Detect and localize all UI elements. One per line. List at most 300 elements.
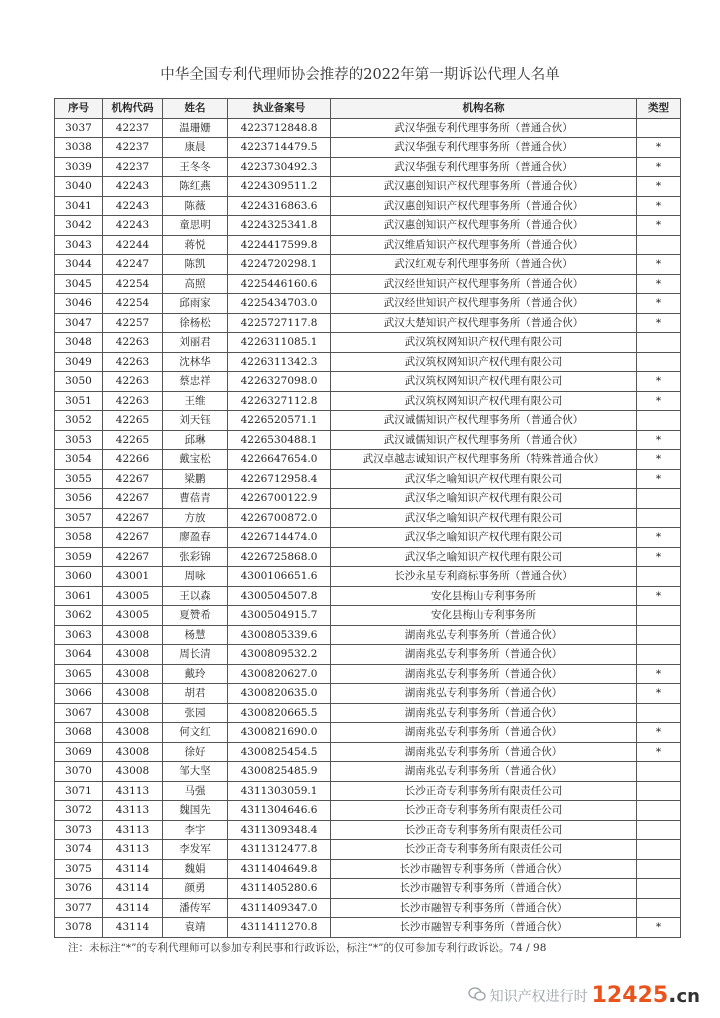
site-logo-dot: .	[668, 983, 677, 1008]
cell-agency-code: 42266	[103, 450, 163, 470]
cell-agency-name: 长沙正奇专利事务所有限责任公司	[331, 781, 637, 801]
cell-agency-code: 43113	[103, 801, 163, 821]
cell-agency-name: 湖南兆弘专利事务所（普通合伙）	[331, 625, 637, 645]
cell-agency-code: 43008	[103, 723, 163, 743]
table-row	[55, 508, 681, 528]
cell-name: 杨慧	[163, 625, 228, 645]
table-row	[55, 625, 681, 645]
cell-index: 3058	[55, 528, 103, 548]
cell-license-no: 4311303059.1	[228, 781, 331, 801]
cell-agency-code: 42263	[103, 372, 163, 392]
cell-agency-name: 武汉华强专利代理事务所（普通合伙）	[331, 138, 637, 158]
cell-license-no: 4226327098.0	[228, 372, 331, 392]
cell-license-no: 4224417599.8	[228, 235, 331, 255]
table-row	[55, 313, 681, 333]
cell-name: 夏赞希	[163, 606, 228, 626]
cell-index: 3076	[55, 879, 103, 899]
cell-agency-name: 武汉华强专利代理事务所（普通合伙）	[331, 157, 637, 177]
table-row	[55, 547, 681, 567]
cell-license-no: 4223714479.5	[228, 138, 331, 158]
table-row	[55, 177, 681, 197]
cell-license-no: 4223712848.8	[228, 118, 331, 138]
cell-agency-name: 武汉华之喻知识产权代理有限公司	[331, 469, 637, 489]
cell-type	[637, 352, 681, 372]
footnote: 注：未标注“*”的专利代理师可以参加专利民事和行政诉讼，标注“*”的仅可参加专利行政诉讼。74 / 98	[68, 942, 547, 954]
table-row	[55, 898, 681, 918]
cell-license-no: 4224720298.1	[228, 255, 331, 275]
cell-agency-code: 43114	[103, 879, 163, 899]
cell-agency-code: 43113	[103, 840, 163, 860]
cell-license-no: 4226712958.4	[228, 469, 331, 489]
cell-index: 3071	[55, 781, 103, 801]
cell-index: 3057	[55, 508, 103, 528]
cell-license-no: 4226647654.0	[228, 450, 331, 470]
cell-name: 李发军	[163, 840, 228, 860]
cell-index: 3047	[55, 313, 103, 333]
table-row	[55, 450, 681, 470]
col-header-agency-name: 机构名称	[331, 99, 637, 119]
cell-index: 3065	[55, 664, 103, 684]
cell-agency-code: 42265	[103, 411, 163, 431]
cell-index: 3052	[55, 411, 103, 431]
table-row	[55, 723, 681, 743]
cell-type	[637, 703, 681, 723]
cell-index: 3045	[55, 274, 103, 294]
cell-type	[637, 781, 681, 801]
cell-agency-code: 42247	[103, 255, 163, 275]
site-logo-suffix: cn	[676, 986, 700, 1007]
col-header-license-no: 执业备案号	[228, 99, 331, 119]
cell-type: *	[637, 138, 681, 158]
cell-index: 3070	[55, 762, 103, 782]
cell-agency-name: 长沙永星专利商标事务所（普通合伙）	[331, 567, 637, 587]
cell-index: 3060	[55, 567, 103, 587]
cell-index: 3037	[55, 118, 103, 138]
cell-name: 康晨	[163, 138, 228, 158]
cell-agency-code: 43008	[103, 625, 163, 645]
table-row	[55, 430, 681, 450]
cell-type: *	[637, 216, 681, 236]
table-row	[55, 196, 681, 216]
cell-name: 廖盈春	[163, 528, 228, 548]
table-row	[55, 235, 681, 255]
cell-agency-code: 43113	[103, 820, 163, 840]
cell-license-no: 4225434703.0	[228, 294, 331, 314]
cell-agency-code: 42267	[103, 489, 163, 509]
cell-type	[637, 411, 681, 431]
cell-type	[637, 840, 681, 860]
table-row	[55, 781, 681, 801]
cell-license-no: 4226311342.3	[228, 352, 331, 372]
col-header-name: 姓名	[163, 99, 228, 119]
cell-license-no: 4226714474.0	[228, 528, 331, 548]
table-row	[55, 469, 681, 489]
cell-name: 戴宝松	[163, 450, 228, 470]
cell-agency-name: 武汉维盾知识产权代理事务所（普通合伙）	[331, 235, 637, 255]
cell-type: *	[637, 918, 681, 938]
cell-agency-code: 43005	[103, 606, 163, 626]
cell-agency-name: 武汉红观专利代理事务所（普通合伙）	[331, 255, 637, 275]
cell-agency-name: 武汉筑权网知识产权代理有限公司	[331, 391, 637, 411]
cell-license-no: 4300809532.2	[228, 645, 331, 665]
cell-license-no: 4311404649.8	[228, 859, 331, 879]
site-logo-number: 12425	[591, 983, 669, 1008]
table-row	[55, 606, 681, 626]
cell-agency-code: 43114	[103, 859, 163, 879]
cell-type: *	[637, 313, 681, 333]
site-logo	[592, 983, 700, 1008]
cell-license-no: 4225446160.6	[228, 274, 331, 294]
cell-license-no: 4311312477.8	[228, 840, 331, 860]
cell-name: 潘传军	[163, 898, 228, 918]
cell-name: 陈薇	[163, 196, 228, 216]
cell-license-no: 4226700872.0	[228, 508, 331, 528]
cell-name: 童思明	[163, 216, 228, 236]
table-header-row	[55, 99, 681, 119]
table-row	[55, 157, 681, 177]
cell-agency-code: 42267	[103, 528, 163, 548]
cell-type: *	[637, 450, 681, 470]
cell-type	[637, 489, 681, 509]
cell-license-no: 4300820665.5	[228, 703, 331, 723]
cell-index: 3038	[55, 138, 103, 158]
cell-name: 曹蓓青	[163, 489, 228, 509]
cell-index: 3074	[55, 840, 103, 860]
cell-name: 戴玲	[163, 664, 228, 684]
cell-agency-code: 43008	[103, 645, 163, 665]
cell-agency-code: 43008	[103, 703, 163, 723]
table-row	[55, 664, 681, 684]
cell-agency-name: 武汉惠创知识产权代理事务所（普通合伙）	[331, 216, 637, 236]
table-row	[55, 859, 681, 879]
cell-type: *	[637, 742, 681, 762]
cell-agency-name: 湖南兆弘专利事务所（普通合伙）	[331, 762, 637, 782]
table-row	[55, 567, 681, 587]
cell-agency-code: 43005	[103, 586, 163, 606]
table-row	[55, 216, 681, 236]
col-header-index: 序号	[55, 99, 103, 119]
cell-index: 3063	[55, 625, 103, 645]
cell-license-no: 4225727117.8	[228, 313, 331, 333]
cell-index: 3077	[55, 898, 103, 918]
cell-agency-name: 武汉华之喻知识产权代理有限公司	[331, 508, 637, 528]
cell-type	[637, 508, 681, 528]
cell-agency-name: 湖南兆弘专利事务所（普通合伙）	[331, 742, 637, 762]
cell-type: *	[637, 372, 681, 392]
cell-agency-name: 湖南兆弘专利事务所（普通合伙）	[331, 664, 637, 684]
cell-license-no: 4223730492.3	[228, 157, 331, 177]
cell-name: 沈林华	[163, 352, 228, 372]
cell-index: 3064	[55, 645, 103, 665]
table-row	[55, 840, 681, 860]
cell-name: 邱琳	[163, 430, 228, 450]
cell-agency-name: 武汉惠创知识产权代理事务所（普通合伙）	[331, 196, 637, 216]
cell-name: 颜勇	[163, 879, 228, 899]
cell-license-no: 4311411270.8	[228, 918, 331, 938]
cell-agency-name: 武汉筑权网知识产权代理有限公司	[331, 333, 637, 353]
cell-type	[637, 625, 681, 645]
cell-name: 蒋悦	[163, 235, 228, 255]
cell-agency-code: 43008	[103, 684, 163, 704]
brand-text: 知识产权进行时	[489, 988, 588, 1005]
cell-agency-name: 长沙正奇专利事务所有限责任公司	[331, 840, 637, 860]
cell-type	[637, 879, 681, 899]
cell-name: 王冬冬	[163, 157, 228, 177]
table-row	[55, 411, 681, 431]
cell-index: 3050	[55, 372, 103, 392]
cell-agency-name: 武汉诚儒知识产权代理事务所（普通合伙）	[331, 411, 637, 431]
cell-agency-name: 长沙市融智专利事务所（普通合伙）	[331, 918, 637, 938]
cell-agency-code: 42263	[103, 333, 163, 353]
cell-index: 3078	[55, 918, 103, 938]
cell-agency-code: 42257	[103, 313, 163, 333]
table-row	[55, 372, 681, 392]
cell-license-no: 4226725868.0	[228, 547, 331, 567]
cell-type: *	[637, 664, 681, 684]
table-row	[55, 645, 681, 665]
cell-license-no: 4300820627.0	[228, 664, 331, 684]
cell-agency-code: 42243	[103, 177, 163, 197]
cell-agency-code: 43001	[103, 567, 163, 587]
cell-name: 梁鹏	[163, 469, 228, 489]
cell-type: *	[637, 255, 681, 275]
cell-name: 张园	[163, 703, 228, 723]
cell-agency-code: 43114	[103, 918, 163, 938]
cell-type: *	[637, 528, 681, 548]
cell-license-no: 4311405280.6	[228, 879, 331, 899]
cell-agency-name: 安化县梅山专利事务所	[331, 606, 637, 626]
cell-name: 温珊姗	[163, 118, 228, 138]
cell-license-no: 4300504915.7	[228, 606, 331, 626]
cell-type	[637, 820, 681, 840]
table-row	[55, 820, 681, 840]
cell-license-no: 4224316863.6	[228, 196, 331, 216]
cell-index: 3073	[55, 820, 103, 840]
table-row	[55, 333, 681, 353]
cell-index: 3067	[55, 703, 103, 723]
cell-name: 胡君	[163, 684, 228, 704]
cell-index: 3075	[55, 859, 103, 879]
cell-agency-code: 43008	[103, 742, 163, 762]
table-row	[55, 879, 681, 899]
cell-license-no: 4300825485.9	[228, 762, 331, 782]
cell-name: 魏娟	[163, 859, 228, 879]
table-row	[55, 742, 681, 762]
cell-type	[637, 801, 681, 821]
cell-name: 袁靖	[163, 918, 228, 938]
cell-agency-code: 42254	[103, 274, 163, 294]
cell-index: 3048	[55, 333, 103, 353]
table-row	[55, 352, 681, 372]
cell-index: 3039	[55, 157, 103, 177]
table-row	[55, 684, 681, 704]
cell-name: 王以森	[163, 586, 228, 606]
cell-type: *	[637, 684, 681, 704]
cell-index: 3066	[55, 684, 103, 704]
cell-name: 刘天钰	[163, 411, 228, 431]
cell-agency-name: 武汉华之喻知识产权代理有限公司	[331, 547, 637, 567]
table-body	[55, 118, 681, 937]
cell-agency-code: 42263	[103, 352, 163, 372]
cell-agency-code: 42263	[103, 391, 163, 411]
table-row	[55, 391, 681, 411]
cell-index: 3042	[55, 216, 103, 236]
cell-index: 3053	[55, 430, 103, 450]
table-row	[55, 118, 681, 138]
cell-agency-name: 湖南兆弘专利事务所（普通合伙）	[331, 703, 637, 723]
page-title: 中华全国专利代理师协会推荐的2022年第一期诉讼代理人名单	[160, 67, 560, 83]
cell-agency-code: 43008	[103, 762, 163, 782]
cell-name: 方放	[163, 508, 228, 528]
cell-type: *	[637, 586, 681, 606]
cell-agency-code: 42243	[103, 196, 163, 216]
cell-name: 魏国先	[163, 801, 228, 821]
cell-agency-code: 42244	[103, 235, 163, 255]
cell-type: *	[637, 196, 681, 216]
cell-index: 3041	[55, 196, 103, 216]
cell-name: 徐杨松	[163, 313, 228, 333]
wechat-icon	[468, 986, 486, 1006]
cell-type: *	[637, 723, 681, 743]
cell-agency-name: 武汉华强专利代理事务所（普通合伙）	[331, 118, 637, 138]
cell-agency-name: 武汉经世知识产权代理事务所（普通合伙）	[331, 274, 637, 294]
cell-agency-name: 武汉华之喻知识产权代理有限公司	[331, 489, 637, 509]
cell-name: 高照	[163, 274, 228, 294]
cell-agency-code: 42267	[103, 547, 163, 567]
cell-type: *	[637, 391, 681, 411]
table-row	[55, 918, 681, 938]
cell-license-no: 4300805339.6	[228, 625, 331, 645]
cell-agency-name: 长沙市融智专利事务所（普通合伙）	[331, 879, 637, 899]
cell-name: 邹大坚	[163, 762, 228, 782]
cell-agency-name: 武汉大楚知识产权代理事务所（普通合伙）	[331, 313, 637, 333]
cell-type	[637, 859, 681, 879]
cell-index: 3043	[55, 235, 103, 255]
cell-license-no: 4311409347.0	[228, 898, 331, 918]
cell-type	[637, 118, 681, 138]
cell-license-no: 4226530488.1	[228, 430, 331, 450]
cell-type	[637, 606, 681, 626]
cell-license-no: 4311304646.6	[228, 801, 331, 821]
cell-type: *	[637, 157, 681, 177]
cell-agency-code: 42237	[103, 157, 163, 177]
cell-type	[637, 645, 681, 665]
col-header-agency-code: 机构代码	[103, 99, 163, 119]
cell-name: 马强	[163, 781, 228, 801]
cell-name: 徐好	[163, 742, 228, 762]
cell-agency-name: 武汉华之喻知识产权代理有限公司	[331, 528, 637, 548]
cell-type: *	[637, 430, 681, 450]
cell-index: 3061	[55, 586, 103, 606]
col-header-type: 类型	[637, 99, 681, 119]
cell-license-no: 4226700122.9	[228, 489, 331, 509]
table-row	[55, 274, 681, 294]
table-row	[55, 294, 681, 314]
cell-type: *	[637, 547, 681, 567]
table-row	[55, 138, 681, 158]
cell-index: 3040	[55, 177, 103, 197]
cell-agency-code: 42254	[103, 294, 163, 314]
cell-agency-name: 安化县梅山专利事务所	[331, 586, 637, 606]
cell-license-no: 4224325341.8	[228, 216, 331, 236]
cell-index: 3044	[55, 255, 103, 275]
table-row	[55, 528, 681, 548]
cell-index: 3046	[55, 294, 103, 314]
cell-agency-code: 42267	[103, 508, 163, 528]
cell-agency-name: 武汉诚儒知识产权代理事务所（普通合伙）	[331, 430, 637, 450]
cell-agency-name: 武汉筑权网知识产权代理有限公司	[331, 352, 637, 372]
cell-license-no: 4300821690.0	[228, 723, 331, 743]
cell-index: 3069	[55, 742, 103, 762]
cell-type	[637, 898, 681, 918]
watermark-brand	[468, 983, 700, 1008]
cell-index: 3056	[55, 489, 103, 509]
cell-license-no: 4300504507.8	[228, 586, 331, 606]
cell-license-no: 4224309511.2	[228, 177, 331, 197]
cell-name: 周长清	[163, 645, 228, 665]
cell-agency-name: 武汉经世知识产权代理事务所（普通合伙）	[331, 294, 637, 314]
cell-agency-code: 42237	[103, 118, 163, 138]
table-row	[55, 489, 681, 509]
cell-type	[637, 567, 681, 587]
cell-name: 张彩锦	[163, 547, 228, 567]
cell-agency-code: 43113	[103, 781, 163, 801]
cell-agency-name: 湖南兆弘专利事务所（普通合伙）	[331, 723, 637, 743]
cell-agency-name: 长沙正奇专利事务所有限责任公司	[331, 801, 637, 821]
cell-index: 3062	[55, 606, 103, 626]
cell-type: *	[637, 469, 681, 489]
table-row	[55, 703, 681, 723]
cell-agency-name: 湖南兆弘专利事务所（普通合伙）	[331, 684, 637, 704]
cell-agency-code: 42265	[103, 430, 163, 450]
cell-type	[637, 235, 681, 255]
cell-license-no: 4300825454.5	[228, 742, 331, 762]
cell-agency-code: 42267	[103, 469, 163, 489]
cell-name: 周咏	[163, 567, 228, 587]
cell-license-no: 4226311085.1	[228, 333, 331, 353]
cell-license-no: 4300106651.6	[228, 567, 331, 587]
cell-index: 3072	[55, 801, 103, 821]
cell-name: 何文红	[163, 723, 228, 743]
cell-index: 3054	[55, 450, 103, 470]
cell-agency-code: 43008	[103, 664, 163, 684]
cell-name: 刘丽君	[163, 333, 228, 353]
cell-agency-name: 长沙市融智专利事务所（普通合伙）	[331, 859, 637, 879]
cell-name: 蔡忠祥	[163, 372, 228, 392]
cell-license-no: 4311309348.4	[228, 820, 331, 840]
cell-agency-name: 长沙市融智专利事务所（普通合伙）	[331, 898, 637, 918]
table-row	[55, 801, 681, 821]
cell-license-no: 4226327112.8	[228, 391, 331, 411]
cell-name: 王维	[163, 391, 228, 411]
cell-license-no: 4300820635.0	[228, 684, 331, 704]
cell-type	[637, 333, 681, 353]
cell-type: *	[637, 274, 681, 294]
table-row	[55, 255, 681, 275]
cell-agency-code: 42243	[103, 216, 163, 236]
cell-index: 3059	[55, 547, 103, 567]
cell-index: 3055	[55, 469, 103, 489]
cell-agency-code: 43114	[103, 898, 163, 918]
table-row	[55, 586, 681, 606]
cell-agency-code: 42237	[103, 138, 163, 158]
cell-agency-name: 湖南兆弘专利事务所（普通合伙）	[331, 645, 637, 665]
cell-agency-name: 武汉惠创知识产权代理事务所（普通合伙）	[331, 177, 637, 197]
cell-type: *	[637, 294, 681, 314]
cell-name: 邱雨家	[163, 294, 228, 314]
table-row	[55, 762, 681, 782]
cell-agency-name: 武汉卓越志诚知识产权代理事务所（特殊普通合伙）	[331, 450, 637, 470]
